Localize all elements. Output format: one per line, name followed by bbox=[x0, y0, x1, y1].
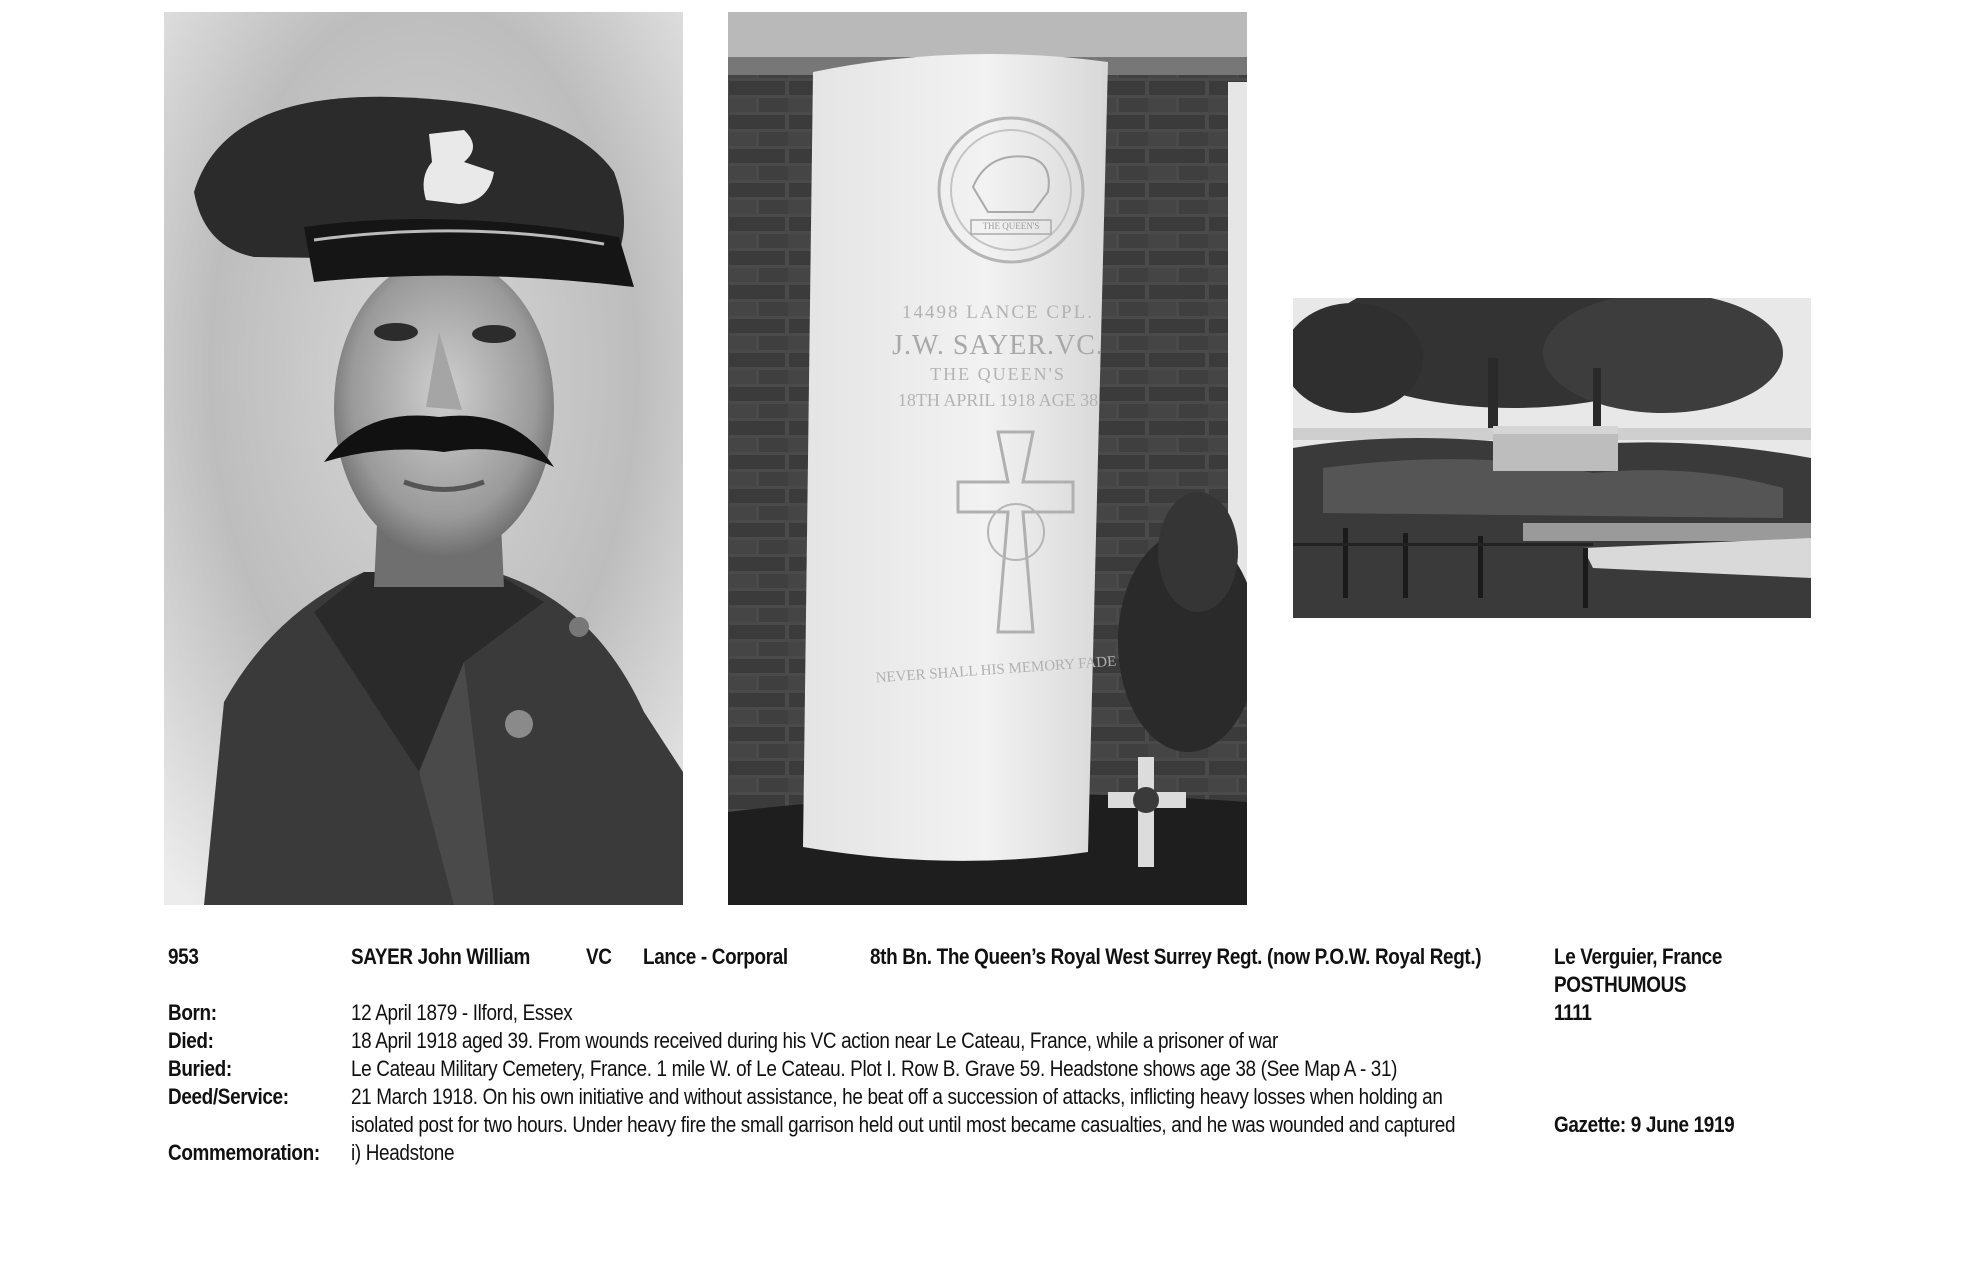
commemoration-value: i) Headstone bbox=[351, 1140, 455, 1165]
headstone-date-line: 18TH APRIL 1918 AGE 38 bbox=[897, 390, 1099, 410]
unit: 8th Bn. The Queen’s Royal West Surrey Regt. (now P.O.W. Royal Regt.) bbox=[870, 944, 1482, 969]
recipient-name: SAYER John William bbox=[351, 944, 531, 969]
deed-label: Deed/Service: bbox=[168, 1084, 289, 1109]
posthumous-label: POSTHUMOUS bbox=[1554, 972, 1687, 997]
buried-label: Buried: bbox=[168, 1056, 232, 1081]
born-value: 12 April 1879 - Ilford, Essex bbox=[351, 1000, 573, 1025]
headstone-badge-scroll: THE QUEEN'S bbox=[982, 221, 1040, 231]
commemoration-label: Commemoration: bbox=[168, 1140, 320, 1165]
headstone-epitaph: NEVER SHALL HIS MEMORY FADE bbox=[875, 653, 1117, 687]
record-number: 953 bbox=[168, 944, 199, 969]
deed-line-1: 21 March 1918. On his own initiative and without assistance, he beat off a succession of attacks, inflicting heavy losses when holding an bbox=[351, 1084, 1443, 1109]
buried-value: Le Cateau Military Cemetery, France. 1 mile W. of Le Cateau. Plot I. Row B. Grave 59. Headstone shows age 38 (See Map A - 31) bbox=[351, 1056, 1398, 1081]
born-label: Born: bbox=[168, 1000, 217, 1025]
action-place: Le Verguier, France bbox=[1554, 944, 1723, 969]
headstone-name-line: J.W. SAYER.VC. bbox=[892, 330, 1104, 361]
reference-number: 1111 bbox=[1554, 1000, 1592, 1025]
rank: Lance - Corporal bbox=[643, 944, 788, 969]
headstone-service-line: 14498 LANCE CPL. bbox=[902, 302, 1094, 323]
headstone-regiment-line: THE QUEEN'S bbox=[930, 364, 1066, 384]
died-label: Died: bbox=[168, 1028, 214, 1053]
deed-line-2: isolated post for two hours. Under heavy fire the small garrison held out until most became casualties, and he was wounded and captured bbox=[351, 1112, 1456, 1137]
died-value: 18 April 1918 aged 39. From wounds received during his VC action near Le Cateau, France, while a prisoner of war bbox=[351, 1028, 1278, 1053]
gazette-date: Gazette: 9 June 1919 bbox=[1554, 1112, 1735, 1137]
award-title: VC bbox=[586, 944, 612, 969]
